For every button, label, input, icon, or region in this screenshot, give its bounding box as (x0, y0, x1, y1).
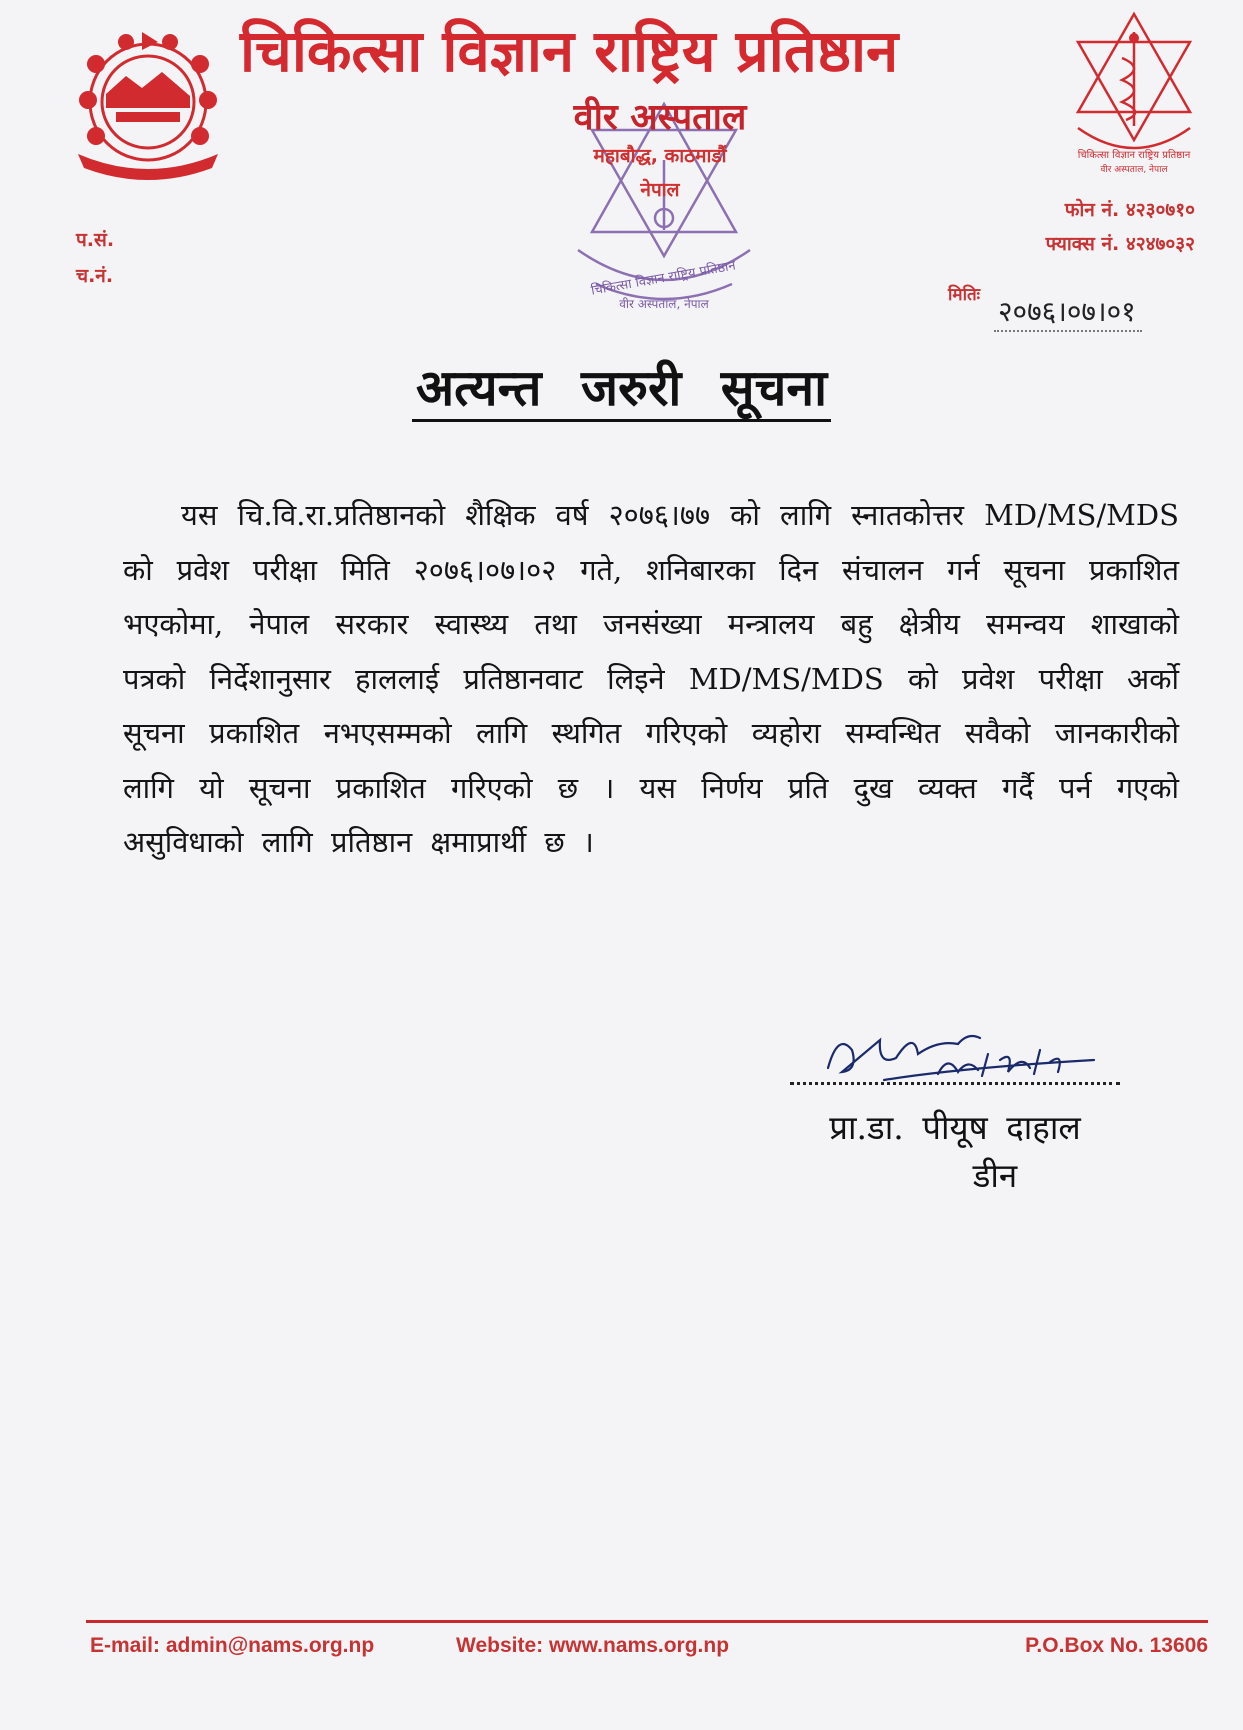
notice-title (0, 352, 1243, 420)
svg-text:चिकित्सा विज्ञान राष्ट्रिय प्र: चिकित्सा विज्ञान राष्ट्रिय प्रतिष्ठान (1077, 150, 1191, 161)
fax-number: फ्याक्स नं. ४२४७०३२ (1045, 233, 1195, 255)
hospital-country: नेपाल (640, 179, 680, 201)
hospital-name: वीर अस्पताल (573, 97, 747, 138)
footer-pobox: P.O.Box No. 13606 (1025, 1634, 1208, 1657)
svg-text:वीर अस्पताल, नेपाल: वीर अस्पताल, नेपाल (619, 297, 709, 311)
footer-website: Website: www.nams.org.np (456, 1634, 730, 1657)
svg-text:चिकित्सा विज्ञान राष्ट्रिय प्र: चिकित्सा विज्ञान राष्ट्रिय प्रतिष्ठान (590, 258, 737, 299)
handwritten-signature (818, 1010, 1108, 1090)
date-value: २०७६।०७।०१ (994, 292, 1142, 332)
reference-number-label: प.सं. (76, 229, 115, 251)
dispatch-number-label: च.नं. (76, 265, 114, 287)
nams-star-logo (1068, 8, 1200, 186)
notice-body: यस चि.वि.रा.प्रतिष्ठानको शैक्षिक वर्ष २०७६।७७ को लागि स्नातकोत्तर MD/MS/MDS को प्रवेश परीक्षा मिति २०७६।०७।०२ गते, शनिबारका दिन संचालन गर्न सूचना प्रकाशित भएकोमा, नेपाल सरकार स्वास्थ्य तथा जनसंख्या मन्त्रालय बहु क्षेत्रीय समन्वय शाखाको पत्रको निर्देशानुसार हाललाई प्रतिष्ठानवाट लिइने MD/MS/MDS को प्रवेश परीक्षा अर्को सूचना प्रकाशित नभएसम्मको लागि स्थगित गरिएको व्यहोरा सम्वन्धित सवैको जानकारीको लागि यो सूचना प्रकाशित गरिएको छ । यस निर्णय प्रति दुख व्यक्त गर्दै पर्न गएको असुविधाको लागि प्रतिष्ठान क्षमाप्रार्थी छ । (123, 498, 1179, 859)
footer-email: E-mail: admin@nams.org.np (90, 1634, 375, 1657)
signature-line (790, 1082, 1120, 1085)
svg-text:वीर अस्पताल, नेपाल: वीर अस्पताल, नेपाल (1100, 165, 1168, 175)
hospital-address: महाबौद्ध, काठमाडौं (593, 145, 727, 167)
notice-title-text: अत्यन्त जरुरी सूचना (412, 359, 831, 422)
signatory-name: प्रा.डा. पीयूष दाहाल (829, 1108, 1081, 1147)
signatory-designation: डीन (972, 1156, 1018, 1195)
nepal-coat-of-arms-emblem (66, 24, 230, 184)
phone-number: फोन नं. ४२३०७१० (1064, 199, 1195, 221)
date-label: मितिः (948, 285, 981, 305)
footer-divider (86, 1620, 1208, 1623)
organization-title: चिकित्सा विज्ञान राष्ट्रिय प्रतिष्ठान (240, 17, 899, 85)
